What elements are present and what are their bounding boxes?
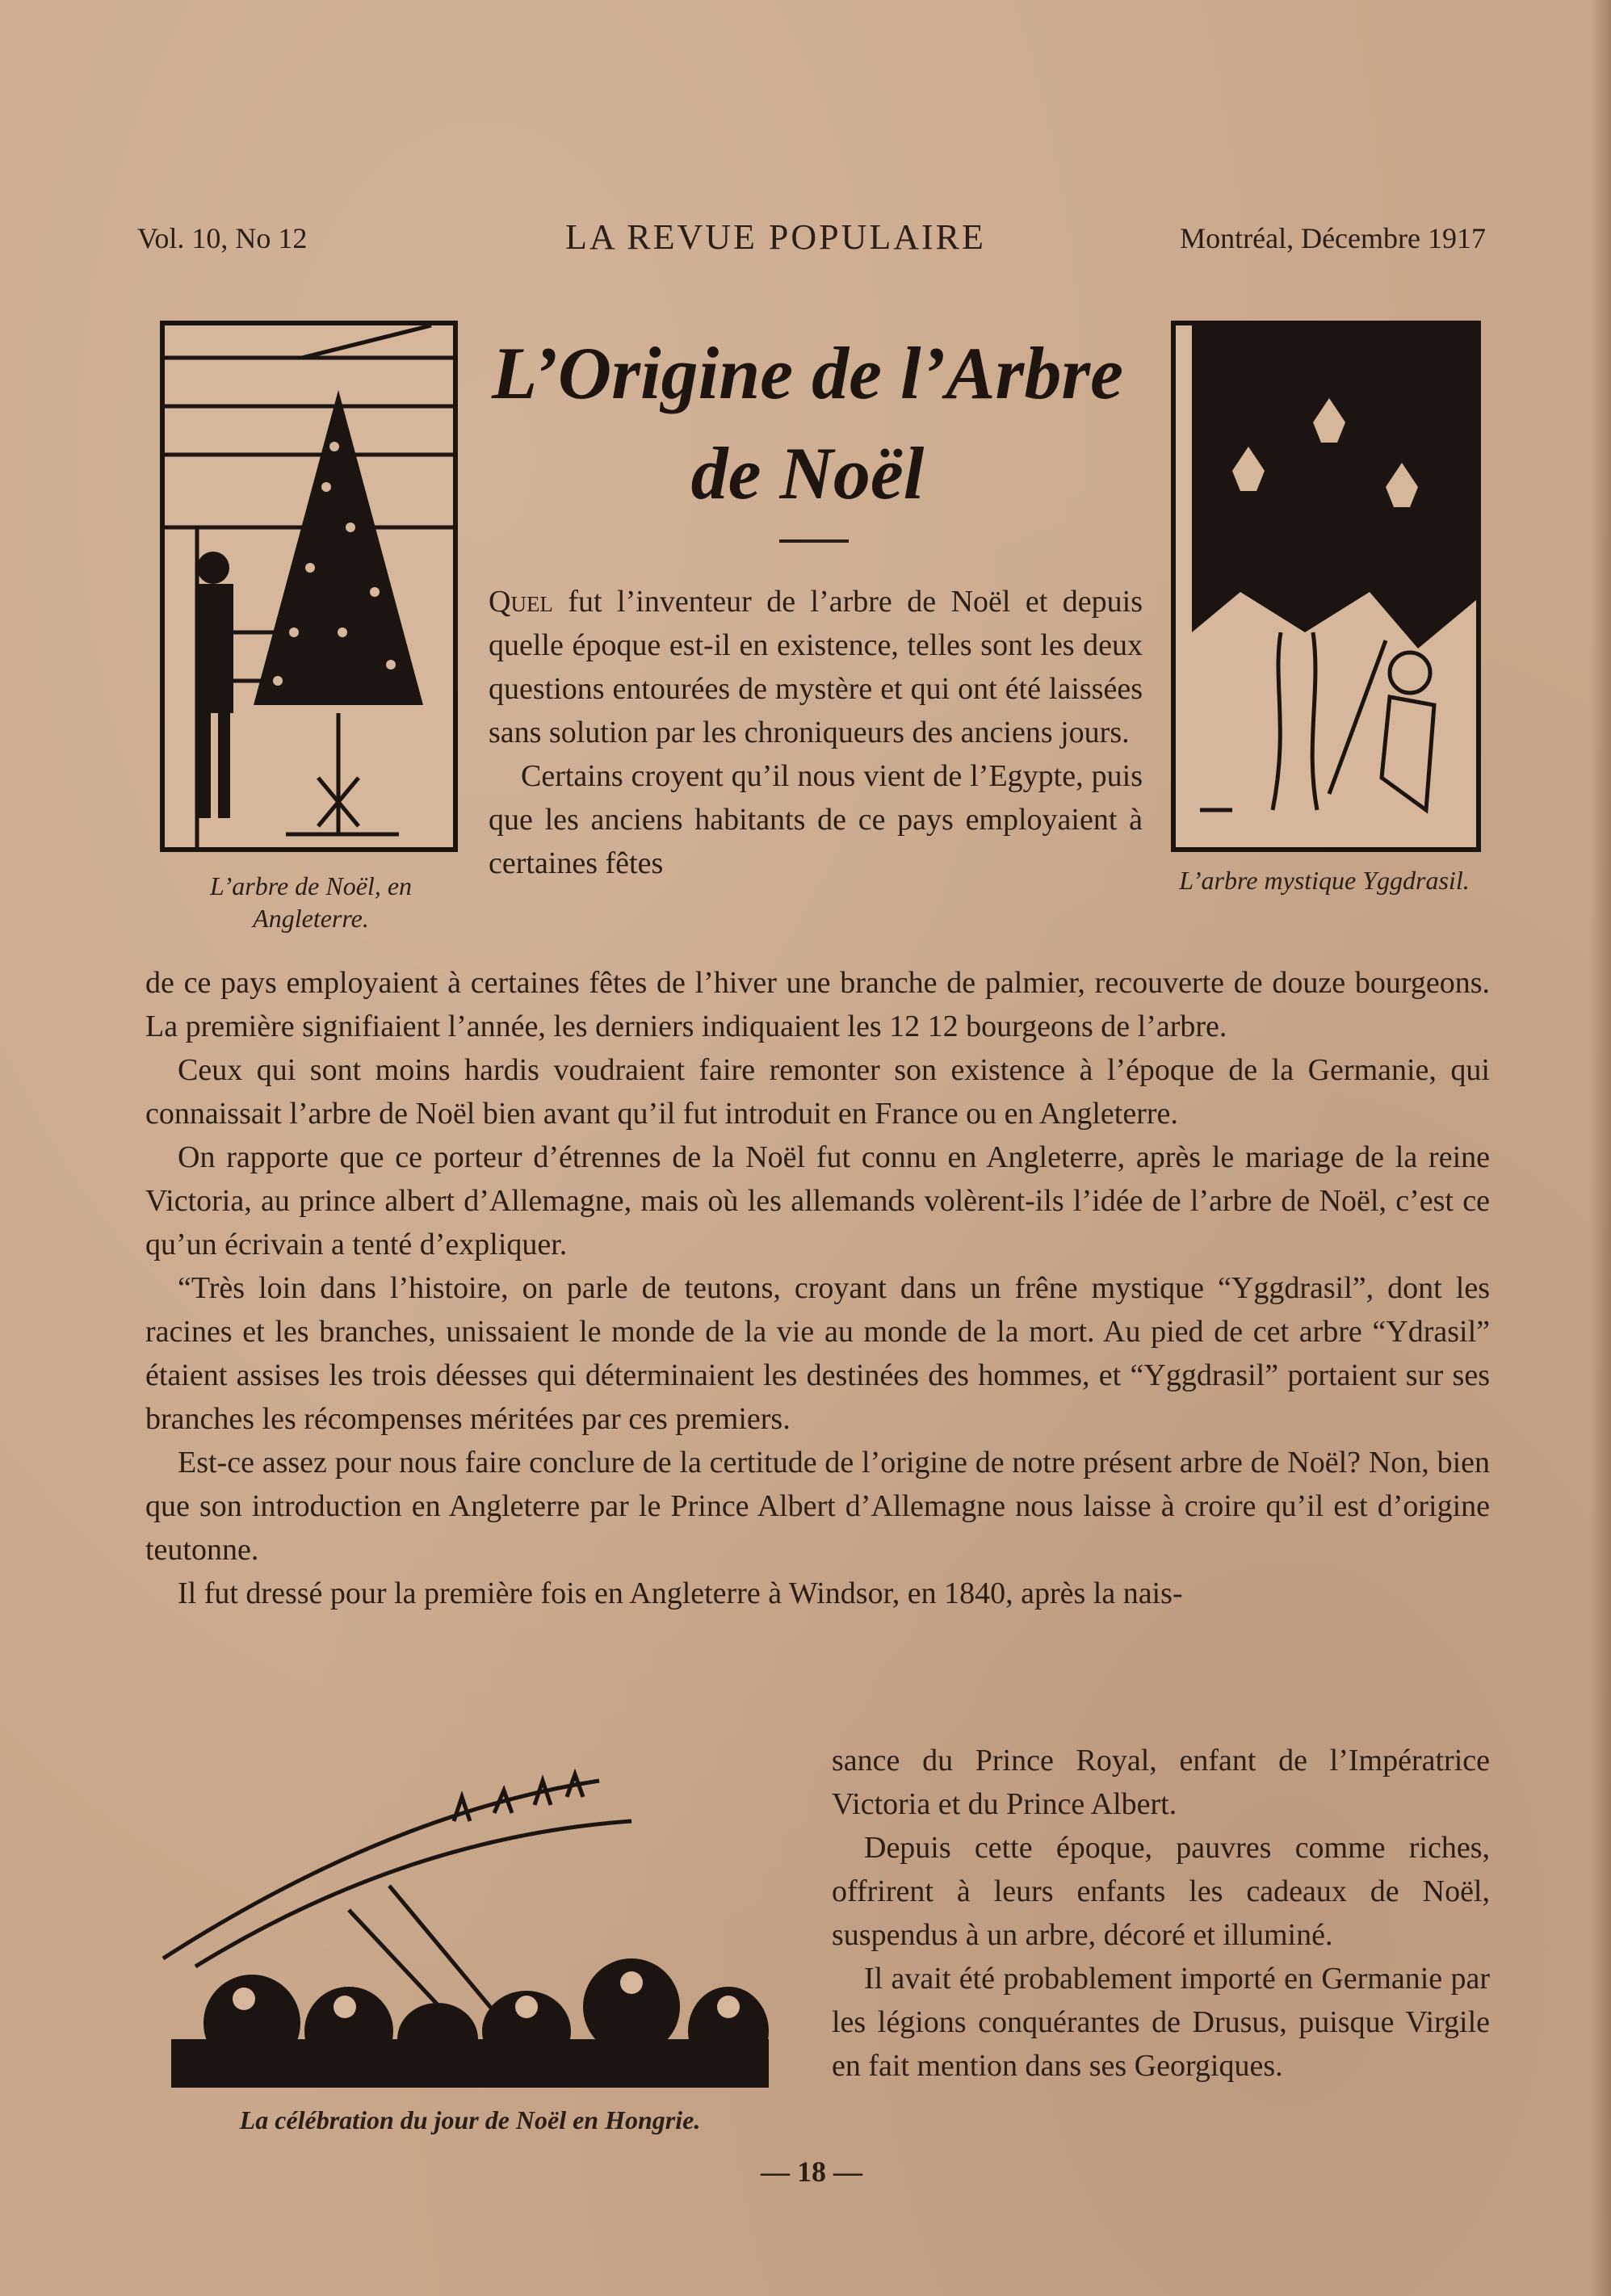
title-line-2: de Noël <box>690 432 925 514</box>
caption-bottom-figure: La célébration du jour de Noël en Hongrie. <box>239 2105 701 2134</box>
drop-word: Quel <box>489 585 553 619</box>
page-number: — 18 — <box>761 2155 862 2188</box>
caption-left-figure: L’arbre de Noël, en Angleterre. <box>209 871 413 933</box>
paragraph-1-text: fut l’inventeur de l’arbre de Noël et depuis quelle époque est-il en existence, telles sont les deux questions entourées de mystère et qui ont été laissées sans solution par les chroniqueurs des anciens jours. <box>489 585 1143 749</box>
paragraph-1 <box>489 580 1143 754</box>
paragraph-2: Certains croyent qu’il nous vient de l’Egypte, puis que les anciens habitants de ce pays employaient à certaines fêtes <box>489 759 1143 880</box>
title-rule <box>779 539 849 543</box>
paragraph-6: “Très loin dans l’histoire, on parle de teutons, croyant dans un frêne mystique “Yggdrasil”, dont les racines et les branches, unissaient le monde de la vie au monde de la mort. Au pied de cet arbre “Ydrasil” étaient assises les trois déesses qui déterminaient les destinées des hommes, et “Yggdrasil” portaient sur ses branches les récompenses méritées par ces premiers. <box>145 1271 1490 1436</box>
paragraph-11: Il avait été probablement importé en Germanie par les légions conquérantes de Drusus, puisque Virgile en fait mention dans ses Georgiques. <box>832 1962 1490 2083</box>
paragraph-5: On rapporte que ce porteur d’étrennes de la Noël fut connu en Angleterre, après le mariage de la reine Victoria, au prince albert d’Allemagne, mais où les allemands volèrent-ils l’idée de l’arbre de Noël, c’est ce qu’un écrivain a tenté d’expliquer. <box>145 1140 1490 1261</box>
page-edge <box>1590 0 1611 2296</box>
paragraph-8: Il fut dressé pour la première fois en Angleterre à Windsor, en 1840, après la nais- <box>178 1576 1183 1610</box>
paragraph-3: de ce pays employaient à certaines fêtes de l’hiver une branche de palmier, recouverte de douze bourgeons. La première signifiaient l’année, les derniers indiquaient les 12 12 bourgeons de l’arbre. <box>145 966 1490 1043</box>
article-intro <box>489 580 1143 885</box>
paragraph-9: sance du Prince Royal, enfant de l’Impératrice Victoria et du Prince Albert. <box>832 1744 1490 1821</box>
article-conclusion <box>832 1739 1490 2088</box>
publication-title: LA REVUE POPULAIRE <box>565 217 986 257</box>
figure-yggdrasil <box>1171 321 1481 852</box>
figure-christmas-tree-england <box>160 321 458 852</box>
paragraph-10: Depuis cette époque, pauvres comme riches, offrirent à leurs enfants les cadeaux de Noël, suspendus à un arbre, décoré et illuminé. <box>832 1831 1490 1952</box>
page-header <box>137 216 1486 265</box>
figure-hungary-celebration <box>147 1765 793 2104</box>
title-line-1: L’Origine de l’Arbre <box>492 332 1123 414</box>
place-date: Montréal, Décembre 1917 <box>1180 222 1486 254</box>
paragraph-7: Est-ce assez pour nous faire conclure de la certitude de l’origine de notre présent arbre de Noël? Non, bien que son introduction en Angleterre par le Prince Albert d’Allemagne nous laisse à croire qu’il est d’origine teutonne. <box>145 1446 1490 1567</box>
volume-number: Vol. 10, No 12 <box>137 222 308 254</box>
article-title <box>476 323 1139 523</box>
paragraph-4: Ceux qui sont moins hardis voudraient faire remonter son existence à l’époque de la Germanie, qui connaissait l’arbre de Noël bien avant qu’il fut introduit en France ou en Angleterre. <box>145 1053 1490 1131</box>
caption-right-figure: L’arbre mystique Yggdrasil. <box>1179 866 1470 895</box>
article-body <box>145 961 1490 1615</box>
